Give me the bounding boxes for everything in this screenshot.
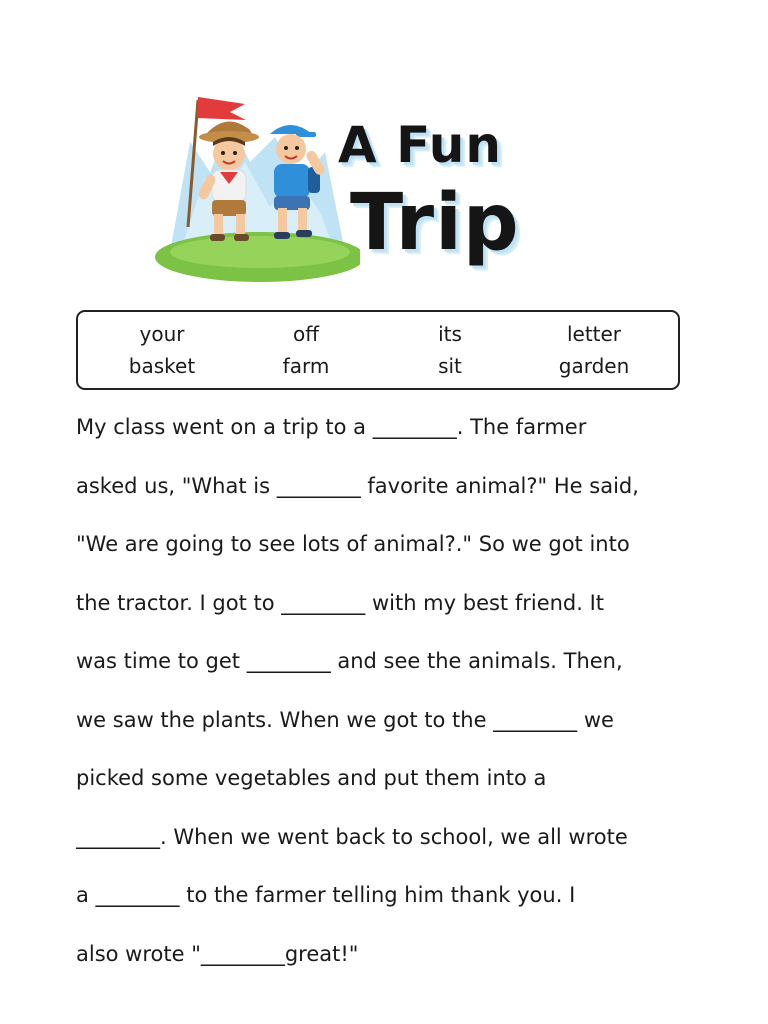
word-bank-word: your [139,322,185,346]
story-line: asked us, "What is ________ favorite animal?" He said, [76,473,639,498]
word-bank-word: garden [558,354,630,378]
word-bank-word: sit [438,354,462,378]
word-bank-word: basket [128,354,196,378]
story-line: also wrote "________great!" [76,941,359,966]
story-line: was time to get ________ and see the animals. Then, [76,649,623,673]
header [150,82,550,292]
word-bank-word: off [292,322,319,346]
word-bank-word: farm [282,354,330,378]
title-line-2: Trip [350,178,520,268]
word-bank [76,310,680,390]
kids-hiking-illustration-icon [150,82,360,292]
story-line: a ________ to the farmer telling him thank you. I [76,883,576,907]
story-line: ________. When we went back to school, we all wrote [76,824,628,849]
story-line: the tractor. I got to ________ with my best friend. It [76,590,605,615]
word-bank-word: its [438,322,462,346]
story-line: "We are going to see lots of animal?." So we got into [76,532,630,556]
story-line: we saw the plants. When we got to the ________ we [76,707,614,732]
word-bank-word: letter [566,322,622,346]
title-line-1: A Fun [338,116,502,174]
story-text [76,398,692,983]
story-line: My class went on a trip to a ________. The farmer [76,415,587,439]
story-line: picked some vegetables and put them into a [76,766,547,790]
